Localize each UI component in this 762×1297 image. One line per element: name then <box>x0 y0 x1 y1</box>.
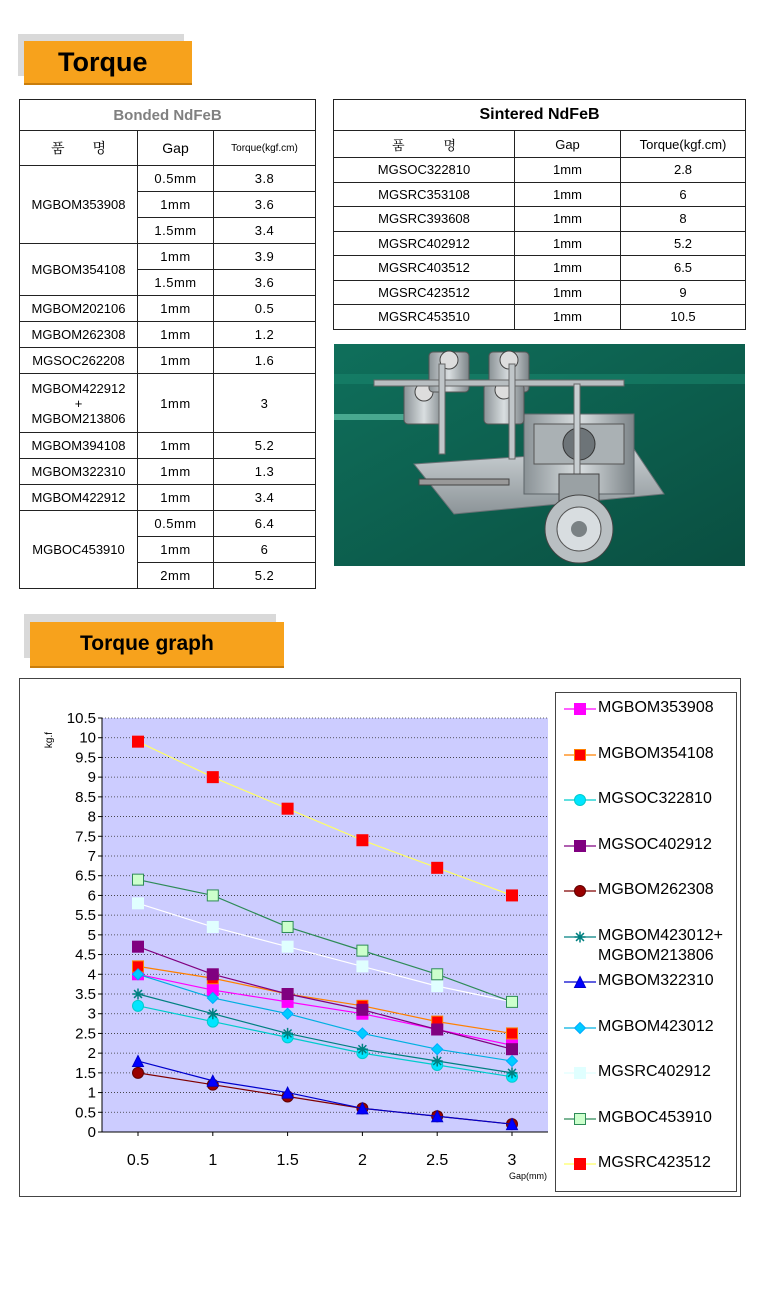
torque-title: Torque <box>24 41 192 85</box>
data-point-MGBOC453910 <box>282 921 293 932</box>
bonded-gap-cell: 1mm <box>138 296 214 322</box>
y-tick-label: 8.5 <box>75 788 96 806</box>
product-name-line: MGSOC262208 <box>32 353 125 368</box>
sintered-gap-cell: 1mm <box>515 256 621 281</box>
y-tick-label: 9.5 <box>75 749 96 767</box>
sintered-gap-cell: 1mm <box>515 182 621 207</box>
legend-item <box>564 1017 714 1038</box>
data-point-MGBOM423012+ <box>133 989 144 1000</box>
sintered-torque-cell: 8 <box>621 207 746 232</box>
legend-label-line: MGBOC453910 <box>598 1108 712 1126</box>
legend-label <box>598 880 714 900</box>
legend-label <box>598 1062 711 1082</box>
data-point-MGSRC402912 <box>357 961 368 972</box>
sintered-product-name: MGSRC393608 <box>334 207 515 232</box>
sintered-product-name: MGSOC322810 <box>334 158 515 183</box>
torque-graph-title: Torque graph <box>30 622 284 668</box>
y-tick-label: 9 <box>87 769 96 787</box>
bonded-torque-cell: 3 <box>214 374 316 433</box>
product-name-line: MGBOM422912 <box>31 380 126 396</box>
bonded-gap-cell: 1mm <box>138 192 214 218</box>
data-point-MGBOM423012+ <box>432 1056 443 1067</box>
legend-label <box>598 1017 714 1037</box>
sintered-torque-cell: 2.8 <box>621 158 746 183</box>
legend-label <box>598 835 712 855</box>
data-point-MGSRC423512 <box>507 890 518 901</box>
data-point-MGBOM423012+ <box>357 1044 368 1055</box>
product-name-line: MGBOM394108 <box>31 438 126 453</box>
legend-label <box>598 926 723 966</box>
bonded-torque-cell: 3.6 <box>214 192 316 218</box>
product-name-line: MGBOM262308 <box>31 327 126 342</box>
y-tick-label: 8 <box>87 808 96 826</box>
sintered-gap-cell: 1mm <box>515 207 621 232</box>
legend-item <box>564 880 714 901</box>
sintered-torque-cell: 9 <box>621 280 746 305</box>
data-point-MGSOC402912 <box>432 1024 443 1035</box>
legend-label <box>598 1153 711 1173</box>
y-tick-label: 3.5 <box>75 986 96 1003</box>
legend-swatch <box>564 790 596 810</box>
data-point-MGSOC402912 <box>133 941 144 952</box>
plot-area <box>102 718 548 1132</box>
x-tick-label: 1.5 <box>276 1152 299 1169</box>
legend-marker <box>575 704 586 715</box>
legend-swatch <box>564 699 596 719</box>
product-name-line: MGBOM422912 <box>31 490 126 505</box>
x-tick-label: 1 <box>208 1152 218 1169</box>
data-point-MGSRC423512 <box>357 835 368 846</box>
sintered-gap-cell: 1mm <box>515 158 621 183</box>
bonded-torque-cell: 5.2 <box>214 433 316 459</box>
legend-label <box>598 698 714 718</box>
bonded-gap-cell: 1mm <box>138 459 214 485</box>
data-point-MGSRC402912 <box>282 941 293 952</box>
y-tick-label: 4.5 <box>75 946 96 964</box>
y-tick-label: 7.5 <box>75 828 96 846</box>
data-point-MGBOM262308 <box>133 1067 144 1078</box>
legend-label <box>598 744 714 764</box>
y-tick-label: 3 <box>87 1005 96 1023</box>
data-point-MGSOC402912 <box>357 1004 368 1015</box>
bonded-torque-cell: 3.6 <box>214 270 316 296</box>
legend-item <box>564 1108 712 1129</box>
legend-item <box>564 926 723 966</box>
data-point-MGSRC423512 <box>432 862 443 873</box>
sintered-product-name: MGSRC423512 <box>334 280 515 305</box>
legend-label-line: MGBOM322310 <box>598 972 714 989</box>
legend-marker <box>575 931 586 942</box>
legend-swatch <box>564 1063 596 1083</box>
y-tick-label: 5.5 <box>75 907 96 925</box>
legend-marker <box>575 840 586 851</box>
bonded-torque-cell: 5.2 <box>214 563 316 589</box>
legend-label-line: MGBOM262308 <box>598 881 714 898</box>
sintered-gap-cell: 1mm <box>515 280 621 305</box>
y-tick-label: 7 <box>87 848 96 865</box>
legend-label-line: MGSRC423512 <box>598 1154 711 1171</box>
legend-item <box>564 1062 711 1083</box>
data-point-MGBOC453910 <box>133 874 144 885</box>
legend-swatch <box>564 1154 596 1174</box>
bonded-gap-cell: 1mm <box>138 322 214 348</box>
bonded-gap-cell: 1mm <box>138 433 214 459</box>
sintered-product-name: MGSRC403512 <box>334 256 515 281</box>
y-tick-label: 1.5 <box>75 1064 96 1082</box>
sintered-product-name: MGSRC353108 <box>334 182 515 207</box>
data-point-MGBOM423012+ <box>507 1067 518 1078</box>
y-tick-label: 4 <box>87 966 96 984</box>
sintered-header-name: 품 명 <box>334 131 515 158</box>
bonded-gap-cell: 0.5mm <box>138 511 214 537</box>
sintered-caption: Sintered NdFeB <box>334 100 746 131</box>
legend-label-line: MGBOM213806 <box>598 946 714 964</box>
sintered-torque-cell: 10.5 <box>621 305 746 330</box>
bonded-gap-cell: 1mm <box>138 485 214 511</box>
legend-label-line: MGBOM423012 <box>598 1017 714 1035</box>
bonded-caption: Bonded NdFeB <box>20 100 316 131</box>
y-tick-label: 5 <box>87 926 96 944</box>
bonded-gap-cell: 1.5mm <box>138 270 214 296</box>
data-point-MGSRC402912 <box>133 898 144 909</box>
legend-swatch <box>564 972 596 992</box>
data-point-MGBOC453910 <box>207 890 218 901</box>
y-tick-label: 1 <box>87 1084 96 1102</box>
bonded-torque-cell: 6.4 <box>214 511 316 537</box>
x-tick-label: 3 <box>507 1152 517 1169</box>
data-point-MGBOM423012+ <box>282 1028 293 1039</box>
legend-swatch <box>564 1018 596 1038</box>
data-point-MGSOC322810 <box>133 1000 144 1011</box>
legend-item <box>564 698 714 719</box>
data-point-MGSRC423512 <box>133 736 144 747</box>
bonded-header-gap: Gap <box>138 131 214 166</box>
legend-label-line: MGSOC322810 <box>598 790 712 807</box>
y-tick-label: 6 <box>87 887 96 905</box>
sintered-product-name: MGSRC402912 <box>334 231 515 256</box>
legend-item <box>564 971 714 992</box>
bonded-torque-cell: 3.9 <box>214 244 316 270</box>
bonded-gap-cell: 1mm <box>138 244 214 270</box>
bonded-gap-cell: 0.5mm <box>138 166 214 192</box>
bonded-header-name: 품 명 <box>20 131 138 166</box>
sintered-gap-cell: 1mm <box>515 231 621 256</box>
y-axis-label: kg.f <box>44 731 55 749</box>
legend-marker <box>575 1113 586 1124</box>
data-point-MGSOC402912 <box>282 989 293 1000</box>
data-point-MGSRC402912 <box>207 921 218 932</box>
sintered-header-gap: Gap <box>515 131 621 158</box>
sintered-header-torque: Torque(kgf.cm) <box>621 131 746 158</box>
legend-label-line: MGBOM353908 <box>598 699 714 716</box>
x-tick-label: 2.5 <box>426 1152 449 1169</box>
product-name-line: MGBOC453910 <box>32 542 125 557</box>
sintered-torque-cell: 6.5 <box>621 256 746 281</box>
y-tick-label: 6.5 <box>75 867 96 885</box>
bonded-torque-cell: 1.2 <box>214 322 316 348</box>
legend-label <box>598 1108 712 1128</box>
y-tick-label: 0 <box>87 1124 96 1141</box>
y-tick-label: 2.5 <box>75 1025 96 1043</box>
legend-marker <box>575 886 586 897</box>
legend-label-line: MGSRC402912 <box>598 1063 711 1080</box>
data-point-MGBOM423012+ <box>207 1008 218 1019</box>
bonded-gap-cell: 2mm <box>138 563 214 589</box>
data-point-MGBOC453910 <box>357 945 368 956</box>
legend-marker <box>575 1068 586 1079</box>
legend-swatch <box>564 836 596 856</box>
legend-label-line: MGBOM423012+ <box>598 926 723 944</box>
product-name-line: MGBOM202106 <box>31 301 126 316</box>
bonded-gap-cell: 1mm <box>138 374 214 433</box>
bonded-gap-cell: 1.5mm <box>138 218 214 244</box>
data-point-MGSRC402912 <box>432 981 443 992</box>
legend-label <box>598 971 714 991</box>
bonded-torque-cell: 3.4 <box>214 218 316 244</box>
legend-marker <box>575 1022 586 1033</box>
bonded-torque-cell: 0.5 <box>214 296 316 322</box>
y-tick-label: 2 <box>87 1045 96 1063</box>
legend-swatch <box>564 927 596 947</box>
chart-legend <box>555 692 737 1192</box>
data-point-MGBOC453910 <box>507 996 518 1007</box>
product-name-line: + <box>74 395 83 411</box>
data-point-MGSRC423512 <box>207 772 218 783</box>
sintered-product-name: MGSRC453510 <box>334 305 515 330</box>
x-tick-label: 2 <box>357 1152 367 1169</box>
legend-swatch <box>564 881 596 901</box>
bonded-gap-cell: 1mm <box>138 348 214 374</box>
y-tick-label: 10.5 <box>66 710 96 727</box>
legend-marker <box>575 795 586 806</box>
sintered-torque-cell: 6 <box>621 182 746 207</box>
bonded-header-torque: Torque(kgf.cm) <box>214 131 316 166</box>
y-tick-label: 10 <box>79 729 96 747</box>
sintered-torque-cell: 5.2 <box>621 231 746 256</box>
data-point-MGSOC402912 <box>207 969 218 980</box>
product-name-line: MGBOM322310 <box>31 464 126 479</box>
bonded-torque-cell: 3.4 <box>214 485 316 511</box>
legend-item <box>564 835 712 856</box>
data-point-MGSRC423512 <box>282 803 293 814</box>
bonded-torque-cell: 6 <box>214 537 316 563</box>
bonded-torque-cell: 3.8 <box>214 166 316 192</box>
data-point-MGBOC453910 <box>432 969 443 980</box>
legend-item <box>564 744 714 765</box>
data-point-MGSOC402912 <box>507 1044 518 1055</box>
legend-label-line: MGBOM354108 <box>598 744 714 762</box>
x-axis-label: Gap(mm) <box>509 1171 547 1181</box>
y-tick-label: 0.5 <box>75 1104 96 1122</box>
product-name-line: MGBOM353908 <box>31 197 126 212</box>
product-name-line: MGBOM354108 <box>31 262 126 277</box>
legend-swatch <box>564 1109 596 1129</box>
x-tick-label: 0.5 <box>126 1152 150 1169</box>
legend-label-line: MGSOC402912 <box>598 835 712 853</box>
legend-marker <box>575 1159 586 1170</box>
legend-swatch <box>564 745 596 765</box>
bonded-torque-cell: 1.3 <box>214 459 316 485</box>
legend-item <box>564 789 712 810</box>
sintered-gap-cell: 1mm <box>515 305 621 330</box>
bonded-torque-cell: 1.6 <box>214 348 316 374</box>
bonded-gap-cell: 1mm <box>138 537 214 563</box>
data-point-MGBOM354108 <box>507 1028 518 1039</box>
legend-marker <box>575 749 586 760</box>
product-name-line: MGBOM213806 <box>31 410 126 426</box>
legend-label <box>598 789 712 809</box>
legend-item <box>564 1153 711 1174</box>
